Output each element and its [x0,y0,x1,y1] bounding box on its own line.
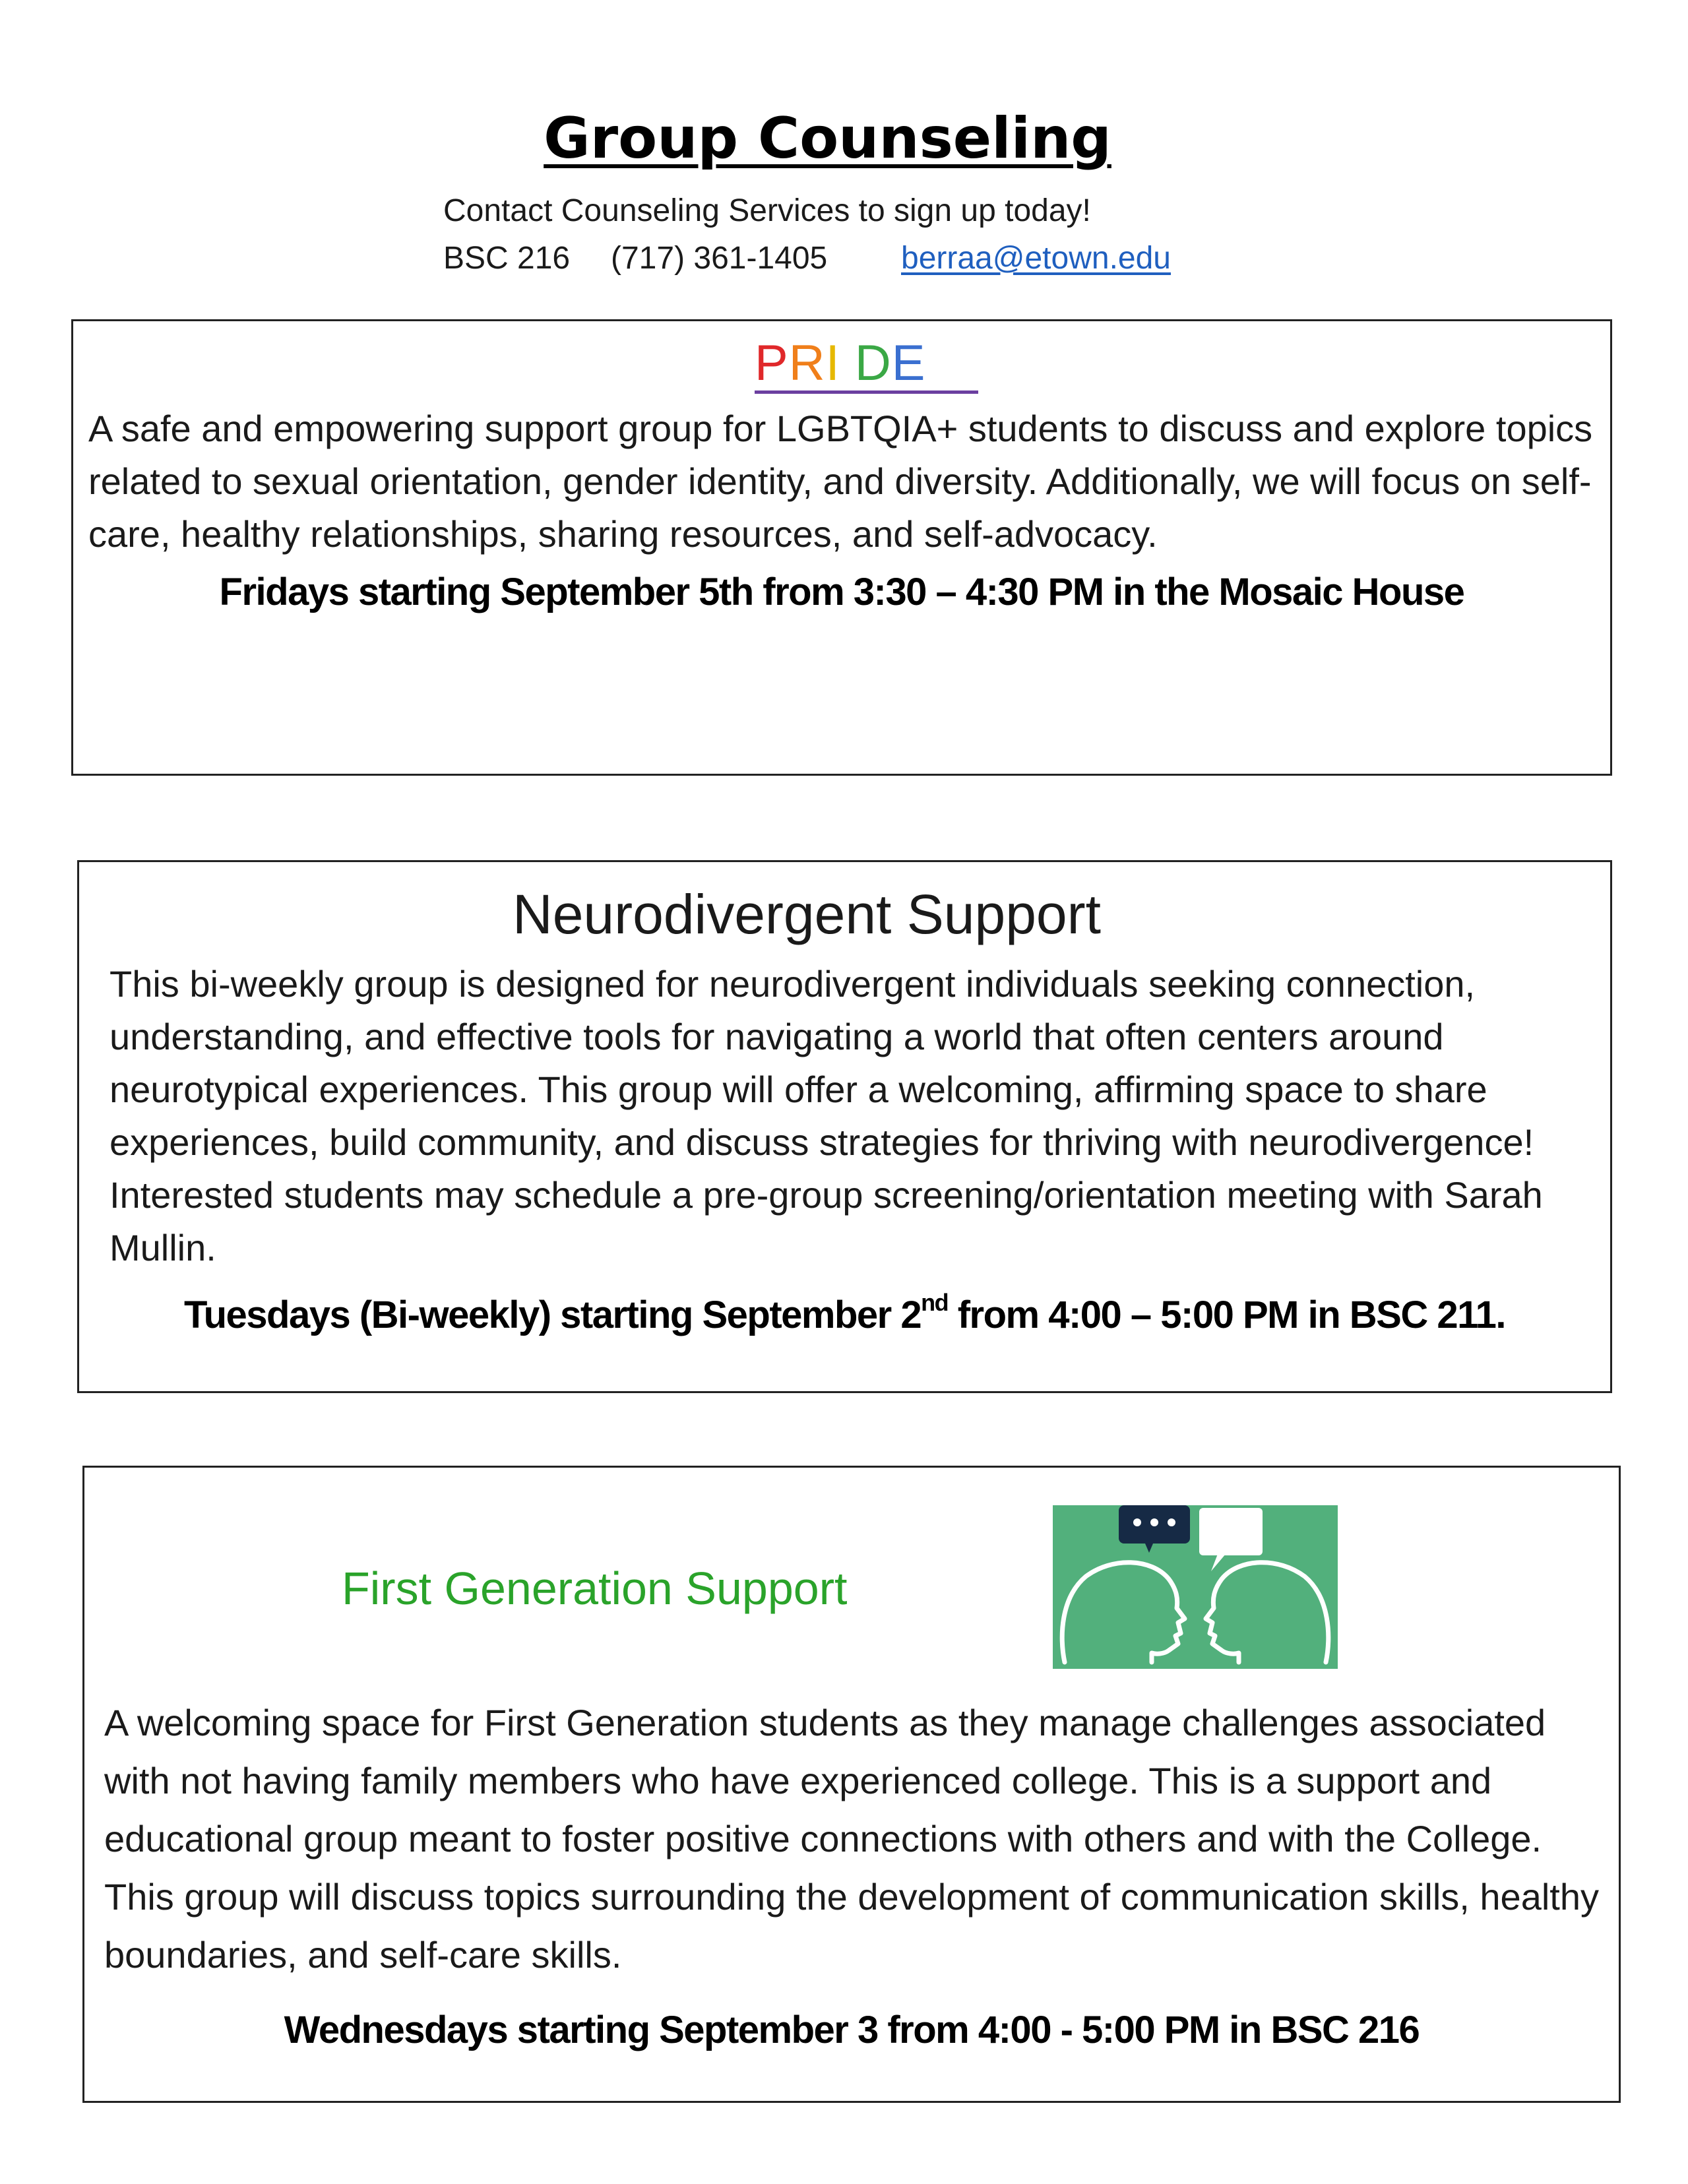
first-generation-schedule: Wednesdays starting September 3 from 4:00 - 5:00 PM in BSC 216 [284,2009,1420,2051]
conversation-heads-icon [1053,1505,1338,1669]
pride-letter: D [854,335,892,391]
contact-room: BSC 216 [443,241,571,276]
schedule-ordinal-suffix: nd [921,1289,949,1316]
contact-email-link[interactable]: berraa@etown.edu [901,241,1171,276]
pride-letter: I [825,335,840,391]
contact-instruction: Contact Counseling Services to sign up today! [443,193,1091,228]
first-generation-description: A welcoming space for First Generation students as they manage challenges associated with not having family members who have experienced college. This is a support and educational group meant to foster positive connections with others and with the College. This group will discuss topics surrounding the development of communication skills, healthy boundaries, and self-care skills. [104,1702,1599,1976]
first-generation-title: First Generation Support [342,1563,848,1614]
pride-letter: R [788,335,826,391]
schedule-text-end: from 4:00 – 5:00 PM in BSC 211. [948,1294,1506,1336]
pride-title [755,336,978,394]
contact-phone: (717) 361-1405 [611,241,828,276]
pride-schedule: Fridays starting September 5th from 3:30 – 4:30 PM in the Mosaic House [219,571,1464,613]
pride-description: A safe and empowering support group for LGBTQIA+ students to discuss and explore topics related to sexual orientation, gender identity, and diversity. Additionally, we will focus on self-care, healthy relationships, sharing resources, and self-advocacy. [88,408,1593,555]
pride-letter: P [755,335,789,391]
schedule-text-start: Tuesdays (Bi-weekly) starting September 2 [183,1294,922,1336]
neurodivergent-description: This bi-weekly group is designed for neurodivergent individuals seeking connection, understanding, and effective tools for navigating a world that often centers around neurotypical experiences. This group will offer a welcoming, affirming space to share experiences, build community, and discuss strategies for thriving with neurodivergence! Interested students may schedule a pre-group screening/orientation meeting with Sarah Mullin. [109,963,1543,1268]
neurodivergent-title: Neurodivergent Support [513,883,1101,945]
page-title: Group Counseling [544,106,1111,172]
pride-letter [840,335,855,391]
pride-letter: E [891,335,926,391]
neurodivergent-schedule [77,1289,1612,1337]
